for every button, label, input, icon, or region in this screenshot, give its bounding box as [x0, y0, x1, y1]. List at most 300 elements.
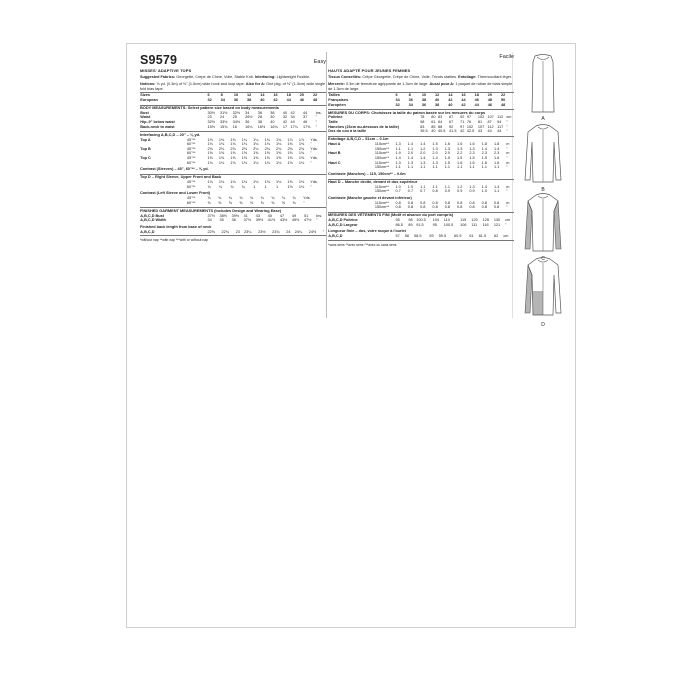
value-cell: 2⅛ [241, 146, 248, 151]
value-cell: 2.3 [481, 151, 487, 156]
value-cell: 15½ [207, 124, 215, 129]
value-cell: 23 [235, 229, 240, 234]
value-cell: 97 [460, 124, 465, 129]
value-cell: 1⅜ [253, 155, 259, 160]
table-row [140, 230, 326, 235]
difficulty-label: Easy [313, 59, 326, 65]
yardage-table-fr [328, 142, 514, 170]
value-cell: 1.5 [457, 155, 463, 160]
value-cell: 1⅛ [241, 160, 248, 165]
finished-measurements-table [140, 214, 326, 223]
french-column [328, 54, 514, 247]
contrast-left-table-fr [328, 201, 514, 210]
spacer [399, 129, 420, 134]
value-cell: 117 [497, 124, 504, 129]
size-cell: 6 [207, 93, 210, 98]
table-row [328, 129, 514, 134]
value-cell: 1.1 [395, 165, 401, 170]
value-cell: 1⅛ [276, 142, 282, 147]
view-label: Top C [140, 155, 151, 160]
value-cell: 24 [220, 115, 225, 120]
value-cell: 43½ [279, 218, 288, 223]
pattern-number: S9579 [140, 53, 178, 67]
value-cell: ¾ [260, 196, 264, 201]
value-cell: 1⅜ [287, 180, 293, 185]
value-cell: 2⅛ [230, 146, 236, 151]
value-cell: 106 [460, 222, 467, 227]
value-cell: 121 [493, 222, 501, 227]
value-cell: 0.8 [432, 205, 438, 210]
top-d-table-fr [328, 185, 514, 194]
value-cell: 1.4 [481, 146, 487, 151]
value-cell: 2.3 [493, 151, 500, 156]
value-cell: 42 [460, 129, 465, 134]
size-cell: 44 [461, 97, 466, 102]
unit-cell: " [310, 151, 312, 156]
view-a-drawing [523, 54, 563, 116]
value-cell: ¾ [249, 196, 254, 201]
row-label: A,B,C,D [140, 229, 155, 234]
fabrics-paragraph-fr: Tissus Conseillés: Crêpe Georgette, Crêpe de Chine, Voile, Tricots stables. Entoilage: Thermocollant léger. [328, 75, 512, 79]
row-label: A,B,C,D [328, 234, 343, 239]
value-cell: 61.5 [478, 234, 487, 239]
value-cell: 0.8 [432, 189, 438, 194]
spacer [187, 230, 208, 235]
value-cell: 44 [497, 129, 502, 134]
table-row [140, 161, 326, 166]
value-cell: 95 [395, 218, 400, 223]
unit-cell: " [506, 129, 508, 134]
value-cell: 1⅛ [264, 160, 270, 165]
size-cell: 12 [247, 93, 252, 98]
value-cell: ⅝ [249, 200, 254, 205]
size-cell: 8 [408, 93, 411, 98]
value-cell: 1.6 [469, 160, 475, 165]
width-label: 150cm** [374, 205, 390, 210]
width-label: 45"** [186, 146, 196, 151]
value-cell: 1 [276, 184, 279, 189]
value-cell: 39.5 [420, 129, 428, 134]
size-cell: 20 [299, 93, 305, 98]
notions-paragraph-fr: Mercerie: 0.3m de fermeture agrippante de 1.3cm de large. Aussi pour A: 1 paquet de ruban de biais simple de 1.3cm de large. [328, 81, 513, 91]
unit-cell: Yds. [303, 196, 311, 201]
value-cell: 1⅛ [207, 180, 213, 185]
value-cell: 1.4 [420, 155, 426, 160]
width-label: 60"** [186, 151, 196, 156]
value-cell: ¾ [228, 196, 232, 201]
view-b-drawing [523, 124, 563, 186]
value-cell: 1.3 [420, 160, 426, 165]
size-cell: 46 [474, 97, 479, 102]
value-cell: 1.1 [444, 165, 451, 170]
value-cell: 81 [477, 120, 483, 125]
unit-cell: Ins. [315, 110, 322, 115]
notions-paragraph: Notions: ⅛ yd. (0.3m) of ⅜" (1.5cm) wide hook and loop tape. Also for A: One pkg. of ⅜" (1.3cm) wide single fold bias tape. [140, 81, 326, 91]
value-cell: 2¾ [276, 146, 282, 151]
width-label: 60"** [186, 142, 196, 147]
value-cell: 1.6 [493, 160, 500, 165]
value-cell: 15¾ [220, 124, 228, 129]
view-label-c: C [541, 256, 545, 262]
value-cell: 1⅛ [276, 160, 282, 165]
view-c-drawing [523, 193, 563, 255]
value-cell: 47½ [303, 218, 312, 223]
value-cell: 1.1 [432, 165, 438, 170]
value-cell: 1⅜ [298, 142, 305, 147]
spacer [187, 218, 208, 223]
value-cell: 26½ [245, 115, 253, 120]
value-cell: 1⅝ [298, 155, 305, 160]
size-cell: 34 [408, 102, 413, 107]
value-cell: 1⅝ [253, 151, 259, 156]
size-cell: 48 [487, 97, 493, 102]
table-row [140, 201, 326, 206]
row-label: Back-neck to waist [140, 124, 175, 129]
value-cell: 1.1 [420, 184, 426, 189]
body-measurements-table [140, 111, 326, 129]
value-cell: 1⅛ [287, 160, 293, 165]
value-cell: 1⅛ [241, 180, 248, 185]
value-cell: 43 [477, 129, 483, 134]
value-cell: 91.5 [416, 222, 424, 227]
value-cell: 2.0 [420, 151, 426, 156]
value-cell: 1⅝ [287, 155, 293, 160]
value-cell: 1.3 [407, 160, 414, 165]
value-cell: 110 [443, 218, 450, 223]
unit-cell: cm [506, 115, 512, 120]
value-cell: 1.5 [444, 155, 451, 160]
view-label [140, 161, 187, 166]
value-cell: 33½ [220, 120, 228, 125]
value-cell: 1⅛ [241, 142, 248, 147]
value-cell: 38 [257, 120, 262, 125]
value-cell: 1.3 [395, 160, 401, 165]
value-cell: 1⅛ [230, 180, 236, 185]
value-cell: 98 [408, 218, 413, 223]
value-cell: 58 [420, 120, 425, 125]
value-cell: 37½ [243, 218, 252, 223]
value-cell: 28 [257, 115, 262, 120]
value-cell: 1⅜ [241, 155, 248, 160]
row-label [328, 205, 375, 210]
value-cell: 0.7 [407, 189, 414, 194]
size-cell: 42 [273, 97, 278, 102]
value-cell: 42 [290, 110, 295, 115]
size-cell: 8 [220, 93, 223, 98]
value-cell: 1¾ [264, 137, 270, 142]
value-cell: 1.6 [481, 160, 487, 165]
back-length-table-fr [328, 234, 514, 239]
pattern-envelope-back [126, 43, 576, 628]
view-label: Top B [140, 146, 151, 151]
unit-cell: m [506, 184, 510, 189]
width-label: 60"** [186, 184, 196, 189]
interfacing-heading-fr: Entoilage A,B,C,D – 51cm – 0.1m [328, 136, 514, 142]
unit-cell: " [310, 160, 312, 165]
row-label: A,B,C,D Largeur [328, 222, 358, 227]
value-cell: ¾ [207, 196, 211, 201]
interfacing-heading: Interfacing A,B,C,D – 20" – ⅛ yd. [140, 131, 326, 137]
size-cell: 14 [448, 93, 453, 98]
size-cell: 20 [487, 93, 493, 98]
size-cell: 12 [435, 93, 440, 98]
unit-cell: Ins. [316, 213, 323, 218]
row-label [328, 189, 375, 194]
view-label-a: A [541, 116, 545, 122]
value-cell: 1⅜ [207, 155, 213, 160]
value-cell: 88 [437, 124, 443, 129]
width-label: 115cm** [374, 151, 389, 156]
size-cell: 42 [448, 97, 453, 102]
value-cell: ⅝ [292, 200, 296, 205]
value-cell: 1.5 [432, 142, 438, 147]
value-cell: 1⅛ [264, 142, 270, 147]
table-row [328, 189, 514, 194]
value-cell: 97 [466, 115, 472, 120]
value-cell: 44 [303, 110, 308, 115]
size-table-fr: Tailles 6 8 10 12 14 16 18 20 22 Françaises 34 36 38 40 42 44 46 48 50 Européen 32 34 36 38 40 42 44 46 48 [328, 93, 514, 107]
size-cell: 6 [395, 93, 398, 98]
view-label: Haut A [328, 142, 341, 147]
value-cell: 44 [487, 129, 492, 134]
value-cell: 85 [431, 124, 436, 129]
value-cell: ⅝ [260, 200, 264, 205]
table-row [328, 234, 514, 239]
size-cell: 32 [207, 97, 212, 102]
width-label: 115cm** [374, 200, 389, 205]
row-label: A,B,C,D Bust [140, 213, 164, 218]
value-cell: 37½ [207, 213, 215, 218]
value-cell: 2.3 [469, 151, 475, 156]
value-cell: 1⅜ [218, 137, 225, 142]
value-cell: 1⅛ [230, 142, 236, 147]
size-cell: 42 [461, 102, 466, 107]
value-cell: 61 [431, 120, 436, 125]
width-label: 150cm** [374, 165, 390, 170]
value-cell: 1.1 [444, 184, 451, 189]
value-cell: 130 [493, 218, 501, 223]
value-cell: 0.9 [444, 189, 451, 194]
value-cell: 111 [471, 222, 478, 227]
value-cell: 16 [232, 124, 237, 129]
value-cell: 17 [282, 124, 288, 129]
size-cell: 18 [474, 93, 479, 98]
value-cell: 1.0 [395, 184, 401, 189]
value-cell: 51 [303, 213, 309, 218]
contrast-left-heading-fr: Contraste (Manche gauche et devant inférieur) [328, 195, 412, 200]
value-cell: 1⅛ [298, 160, 305, 165]
value-cell: 125 [482, 218, 489, 223]
view-label [328, 165, 375, 170]
value-cell: 35 [219, 218, 224, 223]
table-row [328, 223, 514, 228]
back-length-heading: Finished back length from base of neck [140, 224, 212, 229]
value-cell: 16½ [257, 124, 266, 129]
width-label: 115cm** [374, 142, 389, 147]
value-cell: 23½ [258, 229, 266, 234]
value-cell: ¾ [239, 196, 243, 201]
value-cell: 37 [303, 115, 308, 120]
value-cell: 34 [207, 218, 212, 223]
value-cell: 76 [466, 120, 472, 125]
width-label: 150cm** [374, 189, 390, 194]
value-cell: 0.8 [457, 205, 463, 210]
value-cell: 1⅛ [298, 184, 305, 189]
value-cell: 71 [460, 120, 465, 125]
width-label: 150cm** [374, 146, 390, 151]
size-cell: 36 [408, 97, 413, 102]
size-cell: 38 [247, 97, 252, 102]
value-cell: 1⅞ [287, 137, 293, 142]
size-cell: 22 [312, 93, 318, 98]
finished-measurements-heading: FINISHED GARMENT MEASUREMENTS (Includes Design and Wearing Ease) [140, 207, 326, 213]
size-cell: 34 [395, 97, 400, 102]
footnote-fr: *sans sens **avec sens ***avec ou sans sens [328, 242, 397, 247]
value-cell: 0.7 [395, 189, 401, 194]
value-cell: ⅝ [239, 200, 243, 205]
value-cell: 1.0 [481, 189, 487, 194]
value-cell: 1⅝ [287, 151, 293, 156]
value-cell: 83 [420, 124, 425, 129]
column-divider [326, 52, 327, 318]
contrast-left-table [140, 196, 326, 205]
value-cell: 34 [290, 115, 295, 120]
value-cell: 95 [432, 222, 437, 227]
value-cell: 86.5 [395, 222, 403, 227]
unit-cell: " [506, 124, 508, 129]
value-cell: 1⅛ [218, 142, 225, 147]
value-cell: 2¾ [287, 146, 293, 151]
value-cell: 2.0 [432, 151, 438, 156]
value-cell: 115 [460, 218, 467, 223]
view-label: Top A [140, 137, 151, 142]
unit-cell: " [506, 189, 508, 194]
top-d-heading: Top D – Right Sleeve, Upper Front and Back [140, 174, 326, 180]
width-label: 45"** [186, 196, 196, 201]
back-length-heading-fr: Longueur finie – dos, votre nuque à l'ourlet [328, 229, 406, 234]
unit-cell: Yds. [310, 180, 318, 185]
view-label: Haut C [328, 160, 341, 165]
unit-cell: " [506, 165, 508, 170]
value-cell: 104 [432, 218, 439, 223]
value-cell: 1.1 [493, 165, 500, 170]
value-cell: 40 [270, 120, 275, 125]
value-cell: 1.3 [469, 184, 475, 189]
value-cell: 64 [437, 120, 443, 125]
value-cell: 41 [243, 213, 248, 218]
table-row [140, 218, 326, 223]
unit-cell: " [303, 200, 305, 205]
size-cell: 36 [233, 97, 239, 102]
spacer [187, 125, 208, 130]
value-cell: 0.9 [457, 189, 463, 194]
value-cell: 1⅝ [230, 151, 236, 156]
value-cell: 0.8 [469, 200, 475, 205]
value-cell: 0.8 [395, 200, 401, 205]
unit-cell: Yds. [310, 146, 318, 151]
value-cell: 16¼ [245, 124, 253, 129]
value-cell: 24¼ [294, 229, 303, 234]
size-cell: 36 [421, 102, 427, 107]
size-cell: 10 [233, 93, 239, 98]
value-cell: 1¼ [253, 137, 259, 142]
value-cell: 0.8 [481, 205, 487, 210]
value-cell: 1⅜ [230, 155, 236, 160]
row-label [140, 185, 187, 190]
value-cell: ¾ [230, 184, 234, 189]
size-cell: 16 [273, 93, 278, 98]
unit-cell: m [506, 160, 510, 165]
value-cell: 1.5 [469, 155, 475, 160]
value-cell: 94 [497, 120, 502, 125]
value-cell: 1.8 [493, 142, 500, 147]
value-cell: ¾ [292, 196, 296, 201]
value-cell: 1⅛ [230, 160, 236, 165]
value-cell: 2⅛ [253, 146, 259, 151]
row-label [140, 201, 187, 206]
size-cell: 34 [220, 97, 225, 102]
unit-cell: " [505, 222, 507, 227]
size-cell: 50 [500, 97, 506, 102]
view-label: Haut B [328, 151, 341, 156]
unit-cell: m [506, 142, 510, 147]
value-cell: 36 [257, 110, 262, 115]
finished-measurements-table-fr [328, 218, 514, 227]
value-cell: 92 [460, 115, 465, 120]
value-cell: 102 [477, 115, 485, 120]
value-cell: 120 [471, 218, 478, 223]
value-cell: 1.1 [432, 184, 438, 189]
value-cell: ⅝ [218, 200, 222, 205]
value-cell: 1⅛ [218, 160, 225, 165]
size-cell: 18 [286, 93, 291, 98]
size-cell: 46 [299, 97, 305, 102]
width-label: 45"** [186, 137, 196, 142]
value-cell: 112 [487, 124, 494, 129]
value-cell: 1.1 [493, 189, 500, 194]
width-label: 60"** [186, 200, 196, 205]
row-label: A,B,C,D Poitrine [328, 218, 358, 223]
value-cell: 1.2 [420, 146, 426, 151]
value-cell: 41.5 [449, 129, 457, 134]
value-cell: 1.4 [407, 142, 414, 147]
size-cell: 16 [461, 93, 466, 98]
size-cell: 40 [448, 102, 453, 107]
value-cell: 34½ [232, 120, 240, 125]
value-cell: 0.8 [407, 200, 414, 205]
value-cell: 40.5 [437, 129, 446, 134]
value-cell: 1.6 [457, 142, 463, 147]
unit-cell: cm [505, 218, 511, 223]
value-cell: 1.1 [407, 165, 414, 170]
unit-cell: " [315, 115, 317, 120]
value-cell: 2⅛ [207, 146, 213, 151]
spacer [375, 234, 396, 239]
value-cell: 24½ [308, 229, 317, 234]
value-cell: 2.0 [407, 151, 414, 156]
value-cell: 87 [449, 115, 454, 120]
table-row [328, 205, 514, 210]
value-cell: 0.9 [469, 189, 475, 194]
value-cell: ¾ [218, 184, 223, 189]
value-cell: 87 [487, 120, 492, 125]
unit-cell: cm [503, 234, 509, 239]
back-length-table [140, 230, 326, 235]
value-cell: 1 [264, 184, 267, 189]
value-cell: 100.5 [443, 222, 454, 227]
size-cell: 40 [260, 97, 265, 102]
unit-cell: Yds. [310, 137, 318, 142]
